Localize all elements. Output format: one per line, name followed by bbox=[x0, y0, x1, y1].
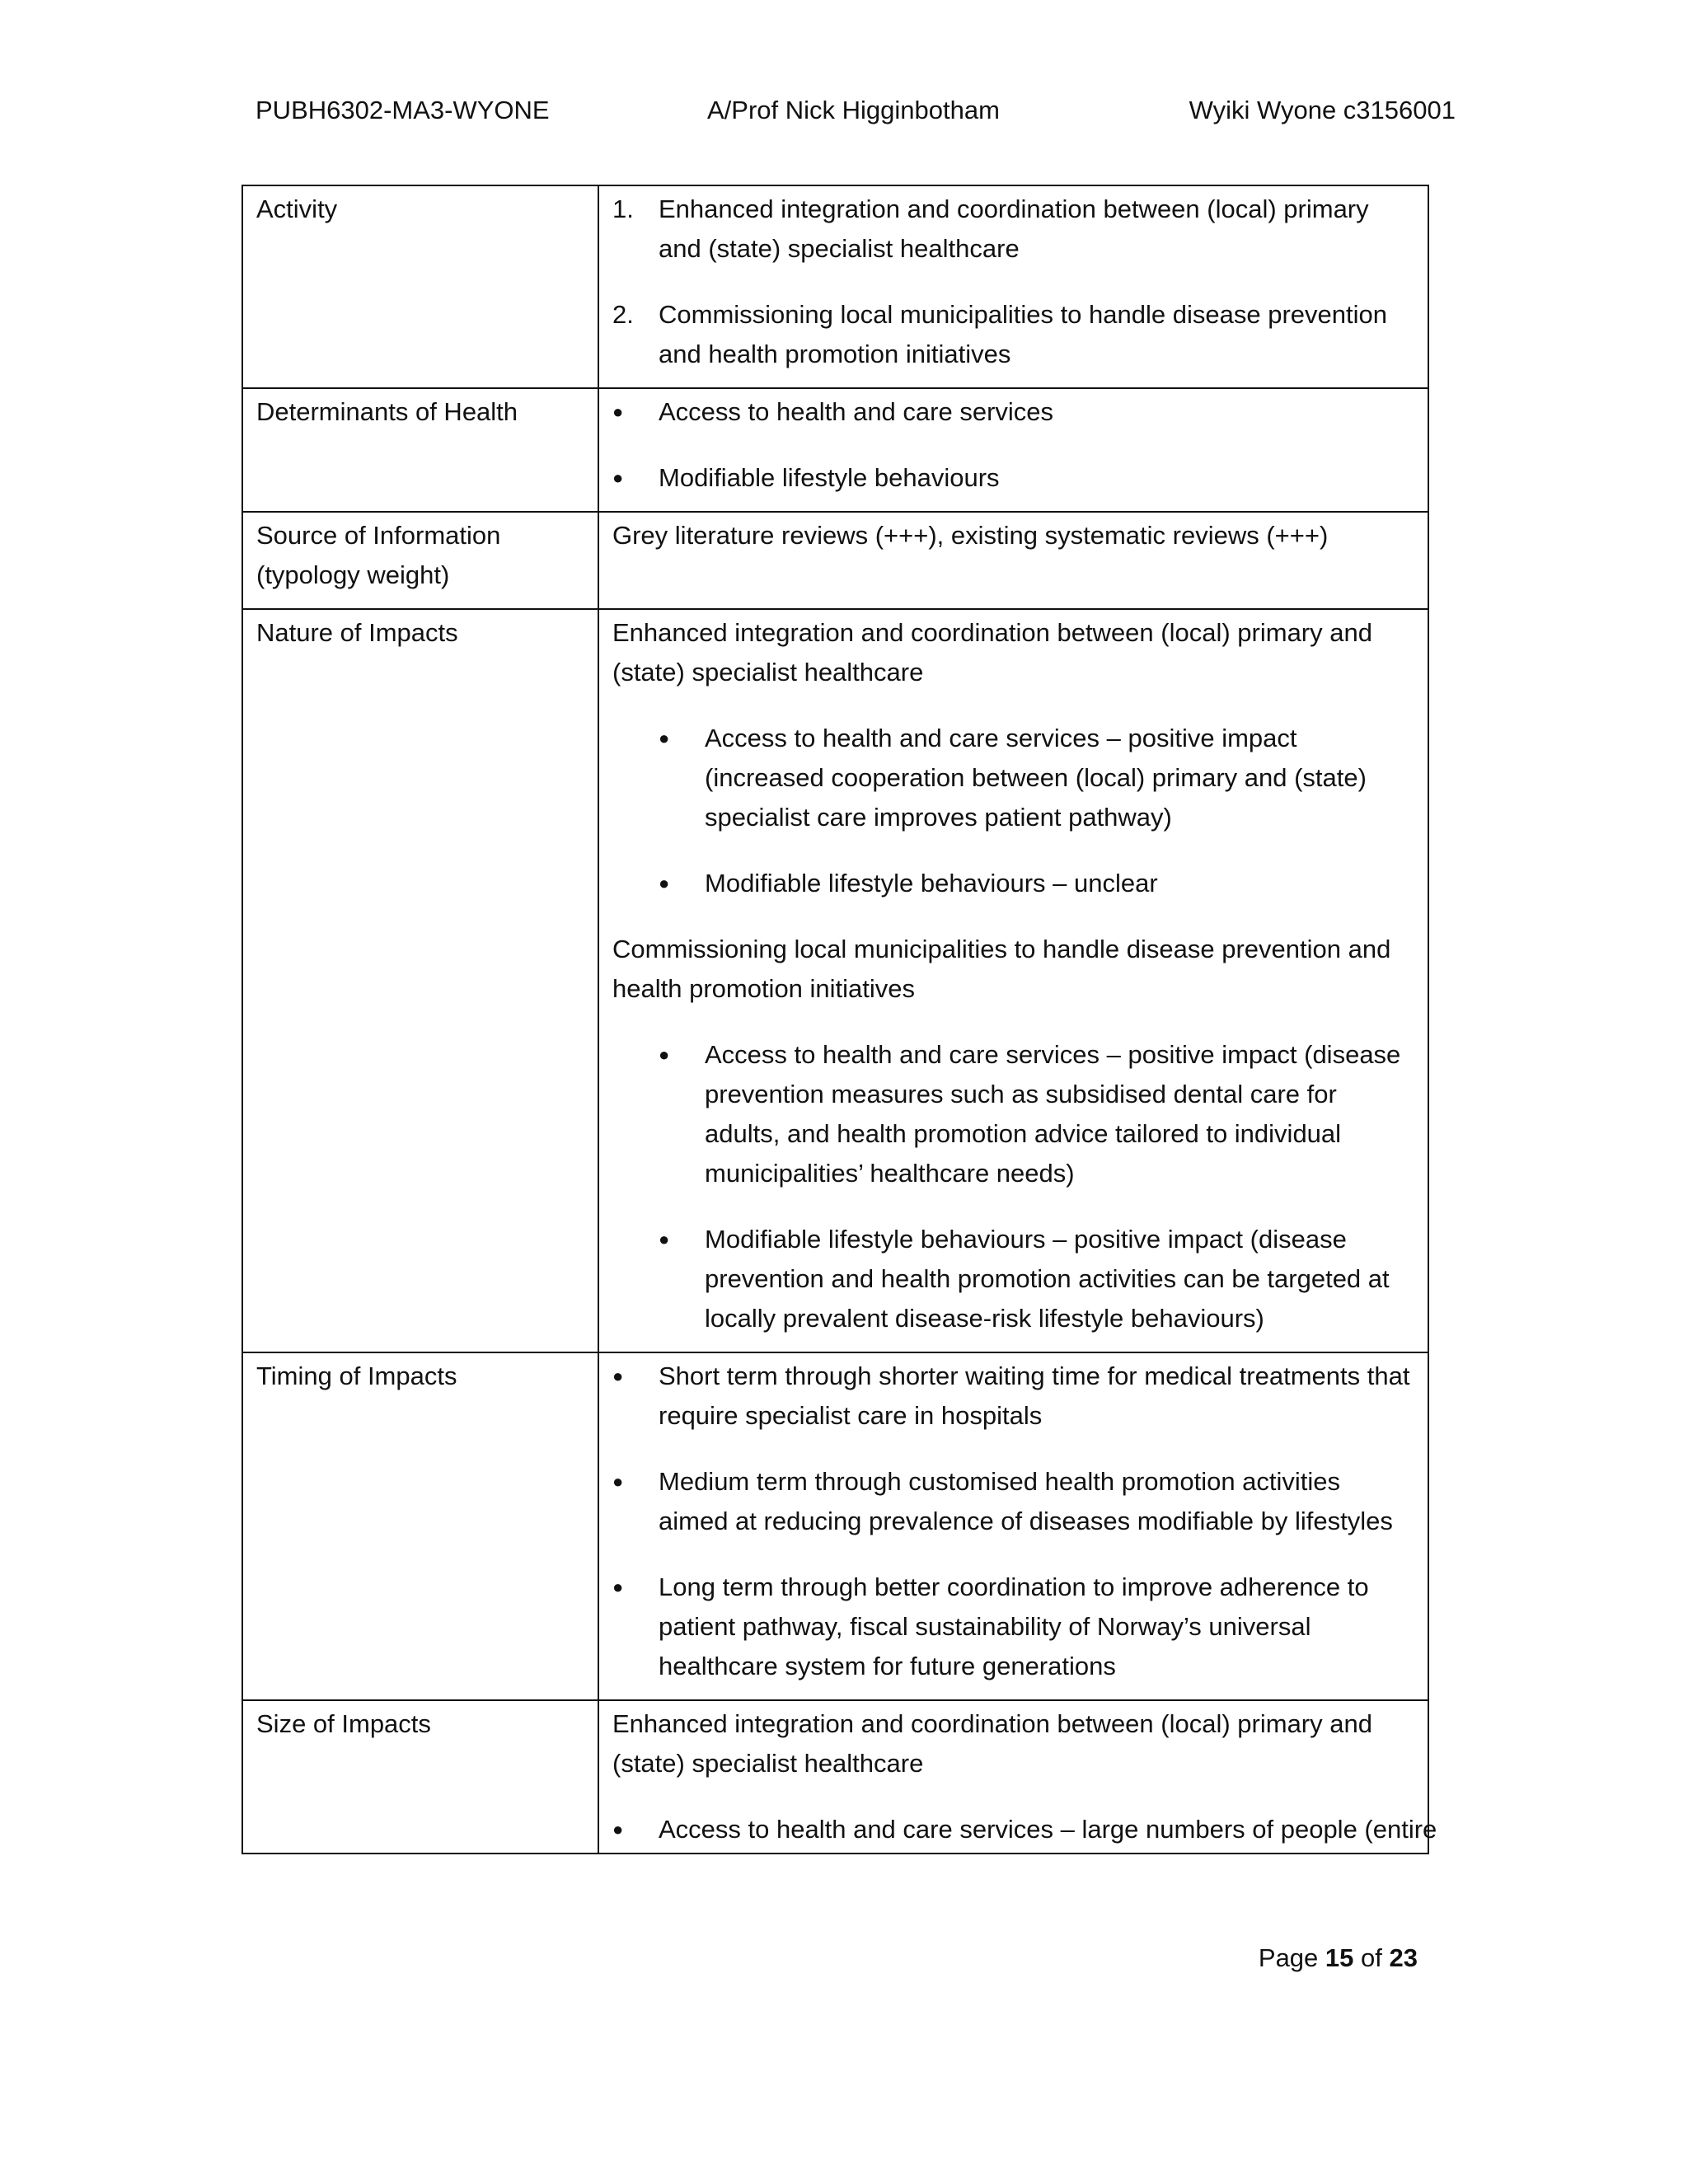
bullet-icon: ● bbox=[659, 1044, 670, 1065]
row-label-size: Size of Impacts bbox=[242, 1700, 598, 1854]
row-size bbox=[242, 1700, 1428, 1854]
nature-group2-item bbox=[612, 1035, 1413, 1193]
row-determinants bbox=[242, 388, 1428, 512]
row-label-activity: Activity bbox=[242, 185, 598, 388]
nature-group1-item bbox=[612, 719, 1413, 837]
nature-item-text: Access to health and care services – positive impact (increased cooperation between (local) primary and (state) specialist care improves patient pathway) bbox=[705, 724, 1367, 832]
nature-group1-item bbox=[612, 864, 1413, 903]
page-prefix: Page bbox=[1258, 1943, 1319, 1972]
bullet-icon: ● bbox=[612, 467, 624, 488]
nature-content bbox=[598, 609, 1428, 1352]
row-label-determinants: Determinants of Health bbox=[242, 388, 598, 512]
activity-item bbox=[612, 295, 1413, 374]
page-header bbox=[256, 92, 1456, 129]
bullet-icon: ● bbox=[612, 1819, 624, 1840]
activity-item bbox=[612, 190, 1413, 269]
determinants-content bbox=[598, 388, 1428, 512]
row-label-nature: Nature of Impacts bbox=[242, 609, 598, 1352]
bullet-icon: ● bbox=[659, 728, 670, 748]
size-heading: Enhanced integration and coordination between (local) primary and (state) specialist healthcare bbox=[612, 1709, 1372, 1778]
page-total: 23 bbox=[1389, 1943, 1418, 1972]
header-supervisor: A/Prof Nick Higginbotham bbox=[707, 96, 1000, 124]
size-item bbox=[612, 1810, 1437, 1849]
page-current: 15 bbox=[1325, 1943, 1354, 1972]
determinant-item bbox=[612, 392, 1413, 432]
determinant-item-text: Access to health and care services bbox=[659, 397, 1054, 426]
activity-item-text: Enhanced integration and coordination between (local) primary and (state) specialist healthcare bbox=[659, 194, 1369, 263]
size-item-text: Access to health and care services – large numbers of people (entire bbox=[659, 1815, 1437, 1844]
determinant-item-text: Modifiable lifestyle behaviours bbox=[659, 463, 1000, 492]
nature-item-text: Modifiable lifestyle behaviours – unclear bbox=[705, 869, 1158, 898]
bullet-icon: ● bbox=[612, 1577, 624, 1597]
list-number: 1. bbox=[612, 194, 634, 223]
row-timing bbox=[242, 1352, 1428, 1700]
nature-group1-heading: Enhanced integration and coordination between (local) primary and (state) specialist healthcare bbox=[612, 618, 1372, 687]
row-activity bbox=[242, 185, 1428, 388]
size-content bbox=[598, 1700, 1437, 1854]
source-content bbox=[598, 512, 1428, 609]
timing-item-text: Long term through better coordination to improve adherence to patient pathway, fiscal sustainability of Norway’s universal healthcare system for future generations bbox=[659, 1572, 1369, 1680]
nature-group2-item bbox=[612, 1220, 1413, 1338]
timing-item bbox=[612, 1462, 1413, 1541]
list-number: 2. bbox=[612, 300, 634, 329]
activity-content bbox=[598, 185, 1428, 388]
row-nature bbox=[242, 609, 1428, 1352]
row-label-source: Source of Information (typology weight) bbox=[242, 512, 598, 609]
header-course-code: PUBH6302-MA3-WYONE bbox=[256, 96, 550, 124]
header-author: Wyiki Wyone c3156001 bbox=[1189, 96, 1456, 124]
impact-assessment-table bbox=[241, 185, 1437, 1854]
timing-item-text: Short term through shorter waiting time for medical treatments that require specialist care in hospitals bbox=[659, 1361, 1410, 1430]
timing-item bbox=[612, 1568, 1413, 1686]
page-number bbox=[1220, 1940, 1418, 1976]
bullet-icon: ● bbox=[612, 401, 624, 422]
bullet-icon: ● bbox=[612, 1366, 624, 1386]
row-label-timing: Timing of Impacts bbox=[242, 1352, 598, 1700]
determinant-item bbox=[612, 458, 1413, 498]
nature-group2-heading: Commissioning local municipalities to handle disease prevention and health promotion initiatives bbox=[612, 935, 1391, 1003]
timing-item-text: Medium term through customised health promotion activities aimed at reducing prevalence of diseases modifiable by lifestyles bbox=[659, 1467, 1393, 1535]
nature-item-text: Access to health and care services – positive impact (disease prevention measures such as subsidised dental care for adults, and health promotion advice tailored to individual municipalities’ healthcare needs) bbox=[705, 1040, 1401, 1188]
page-sep: of bbox=[1361, 1943, 1382, 1972]
bullet-icon: ● bbox=[612, 1471, 624, 1492]
nature-item-text: Modifiable lifestyle behaviours – positive impact (disease prevention and health promotion activities can be targeted at locally prevalent disease-risk lifestyle behaviours) bbox=[705, 1225, 1390, 1333]
source-text: Grey literature reviews (+++), existing systematic reviews (+++) bbox=[612, 521, 1329, 550]
bullet-icon: ● bbox=[659, 1229, 670, 1249]
bullet-icon: ● bbox=[659, 873, 670, 893]
timing-item bbox=[612, 1357, 1413, 1436]
timing-content bbox=[598, 1352, 1428, 1700]
activity-item-text: Commissioning local municipalities to handle disease prevention and health promotion initiatives bbox=[659, 300, 1387, 368]
row-source bbox=[242, 512, 1428, 609]
